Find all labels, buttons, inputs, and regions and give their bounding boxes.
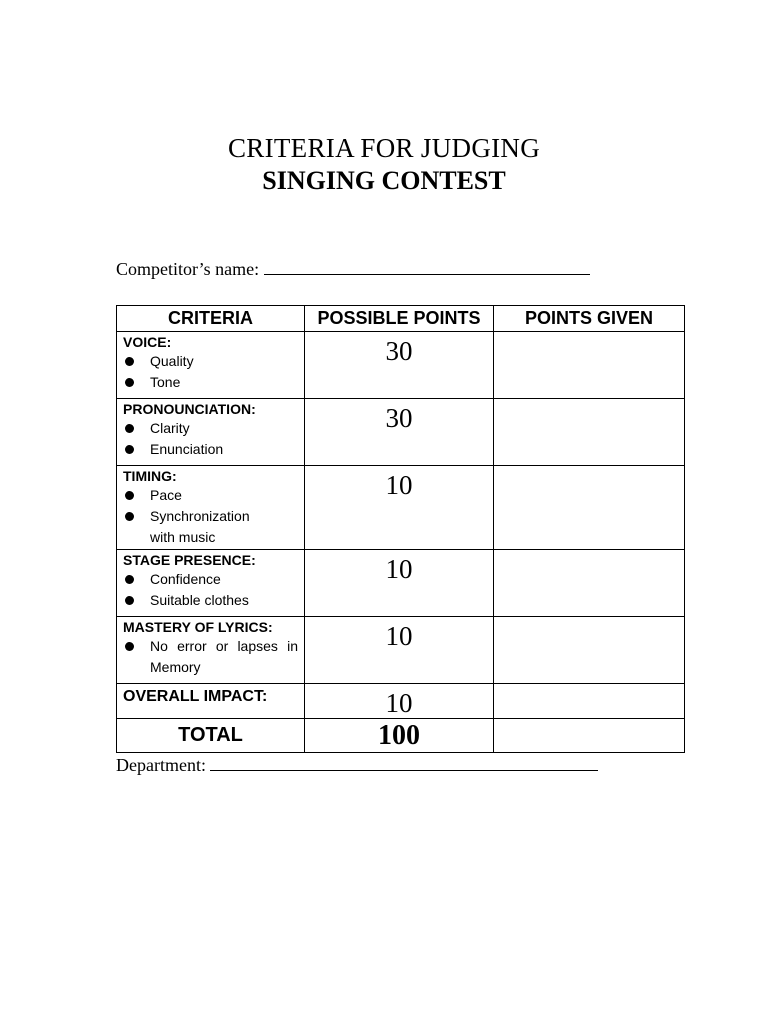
criteria-heading: VOICE: bbox=[123, 334, 172, 350]
department-row bbox=[116, 755, 598, 776]
points-given-cell[interactable] bbox=[494, 332, 685, 399]
table-row bbox=[117, 399, 685, 466]
possible-points-cell: 10 bbox=[305, 684, 494, 719]
criteria-cell bbox=[117, 617, 305, 684]
criteria-item: Synchronization with music bbox=[123, 506, 298, 548]
criteria-heading: OVERALL IMPACT: bbox=[123, 688, 268, 705]
criteria-item: Quality bbox=[123, 351, 298, 372]
points-given-cell[interactable] bbox=[494, 617, 685, 684]
points-given-cell[interactable] bbox=[494, 550, 685, 617]
bullet-icon bbox=[125, 512, 134, 521]
table-row bbox=[117, 617, 685, 684]
criteria-item: Clarity bbox=[123, 418, 298, 439]
header-criteria: CRITERIA bbox=[117, 306, 305, 332]
total-label: TOTAL bbox=[117, 719, 305, 753]
total-row bbox=[117, 719, 685, 753]
department-label: Department: bbox=[116, 755, 206, 775]
possible-points-cell: 30 bbox=[305, 399, 494, 466]
bullet-icon bbox=[125, 357, 134, 366]
table-row bbox=[117, 466, 685, 550]
total-given-cell[interactable] bbox=[494, 719, 685, 753]
criteria-item: Suitable clothes bbox=[123, 590, 298, 611]
criteria-heading: TIMING: bbox=[123, 468, 177, 484]
criteria-item: Confidence bbox=[123, 569, 298, 590]
criteria-cell bbox=[117, 466, 305, 550]
competitor-name-row bbox=[116, 259, 590, 280]
possible-points-cell: 10 bbox=[305, 550, 494, 617]
possible-points-cell: 10 bbox=[305, 466, 494, 550]
table-row bbox=[117, 550, 685, 617]
bullet-icon bbox=[125, 378, 134, 387]
criteria-item: Tone bbox=[123, 372, 298, 393]
header-points-given: POINTS GIVEN bbox=[494, 306, 685, 332]
possible-points-cell: 30 bbox=[305, 332, 494, 399]
table-row bbox=[117, 332, 685, 399]
possible-points-cell: 10 bbox=[305, 617, 494, 684]
title-line-2: SINGING CONTEST bbox=[262, 166, 506, 195]
criteria-item: Enunciation bbox=[123, 439, 298, 460]
points-given-cell[interactable] bbox=[494, 399, 685, 466]
criteria-heading: STAGE PRESENCE: bbox=[123, 552, 256, 568]
table-header-row bbox=[117, 306, 685, 332]
bullet-icon bbox=[125, 491, 134, 500]
criteria-cell bbox=[117, 399, 305, 466]
header-possible-points: POSSIBLE POINTS bbox=[305, 306, 494, 332]
bullet-icon bbox=[125, 575, 134, 584]
department-blank[interactable] bbox=[210, 756, 598, 771]
criteria-item: No error or lapses in Memory bbox=[123, 636, 298, 678]
bullet-icon bbox=[125, 642, 134, 651]
criteria-cell bbox=[117, 550, 305, 617]
points-given-cell[interactable] bbox=[494, 466, 685, 550]
criteria-cell bbox=[117, 684, 305, 719]
criteria-heading: PRONOUNCIATION: bbox=[123, 401, 256, 417]
total-points: 100 bbox=[305, 719, 494, 753]
points-given-cell[interactable] bbox=[494, 684, 685, 719]
table-row bbox=[117, 684, 685, 719]
competitor-name-label: Competitor’s name: bbox=[116, 259, 260, 279]
criteria-table bbox=[116, 305, 685, 753]
bullet-icon bbox=[125, 424, 134, 433]
competitor-name-blank[interactable] bbox=[264, 260, 590, 275]
criteria-cell bbox=[117, 332, 305, 399]
title-line-1: CRITERIA FOR JUDGING bbox=[227, 133, 541, 163]
criteria-item: Pace bbox=[123, 485, 298, 506]
bullet-icon bbox=[125, 445, 134, 454]
criteria-heading: MASTERY OF LYRICS: bbox=[123, 619, 273, 635]
bullet-icon bbox=[125, 596, 134, 605]
